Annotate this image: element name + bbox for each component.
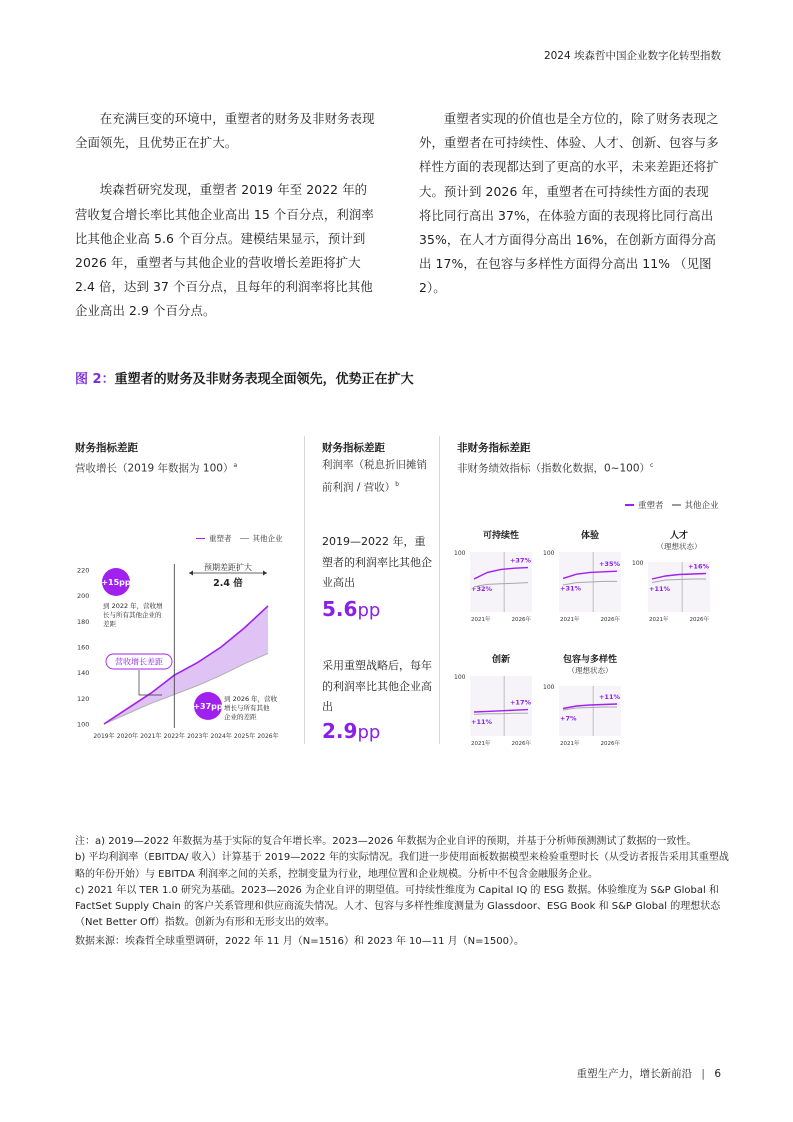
start-gap-label: +31% <box>560 584 582 593</box>
nonfinancial-legend <box>625 499 719 511</box>
y-tick-label: 100 <box>77 720 90 729</box>
mini-chart-title: 包容与多样性 <box>562 655 618 665</box>
note-line: 注：a) 2019—2022 年数据为基于实际的复合年增长率。2023—2026 年数据为企业自评的预期，并基于分析师预测测试了数据的一致性。 <box>75 836 697 847</box>
page-number: 6 <box>714 1068 721 1080</box>
mini-chart-y-max-label: 100 <box>454 550 466 557</box>
margin-historical-text: 2019—2022 年，重塑者的利润率比其他企业高出 <box>322 535 432 589</box>
note-line: c) 2021 年以 TER 1.0 研究为基础。2023—2026 为企业自评的期望值。可持续性维度为 Capital IQ 的 ESG 数据。体验维度为 S&P Global 和 FactSet Supply Chain 的客户关系管理和供应商流失情况。人才、包容与多样性维度测量为 Glassdoor、ESG Book 和 S&P Global 的理想状态（Net Better Off）指数。创新为有形和无形支出的效率。 <box>75 884 721 929</box>
margin-section-subtitle <box>322 456 434 498</box>
revenue-x-axis <box>93 732 278 740</box>
mini-chart <box>541 652 629 752</box>
x-tick-label: 2026年 <box>257 733 279 740</box>
gap-2022-note-line: 长与所有其他企业的 <box>103 611 162 619</box>
margin-forecast-unit: pp <box>357 722 381 743</box>
right-column <box>419 107 719 301</box>
x-tick-label: 2023年 <box>187 733 209 740</box>
revenue-growth-chart <box>72 560 287 748</box>
footer-separator: | <box>701 1068 705 1080</box>
footer-text: 重塑生产力，增长新前沿 <box>576 1068 693 1080</box>
revenue-gap-label: 营收增长差距 <box>115 657 163 667</box>
gap-2022-badge-text: +15pp <box>101 578 131 587</box>
x-tick-label: 2019年 <box>93 733 115 740</box>
footnote-marker: b <box>395 481 400 488</box>
mini-chart <box>452 652 540 752</box>
x-tick-label: 2022年 <box>163 733 185 740</box>
x-tick-label: 2026年 <box>511 741 531 747</box>
forecast-multiplier: 2.4 倍 <box>213 578 243 589</box>
y-tick-label: 180 <box>77 617 90 626</box>
figure-number: 图 2： <box>75 372 115 387</box>
end-gap-label: +11% <box>598 693 620 701</box>
figure-title <box>75 368 414 387</box>
mini-chart <box>630 528 718 628</box>
x-tick-label: 2021年 <box>471 741 491 747</box>
x-tick-label: 2026年 <box>600 617 620 623</box>
end-gap-label: +16% <box>687 562 709 571</box>
start-gap-label: +11% <box>471 718 493 726</box>
y-tick-label: 140 <box>77 669 90 678</box>
x-tick-label: 2020年 <box>116 733 139 740</box>
margin-historical-unit: pp <box>357 600 381 621</box>
y-tick-label: 220 <box>77 566 90 575</box>
nonfinancial-section-title: 非财务指标差距 <box>457 442 531 454</box>
gap-2026-note-line: 增长与所有其他 <box>224 704 270 712</box>
footnote-marker: a <box>233 462 238 469</box>
others-legend-label: 其他企业 <box>684 501 719 511</box>
x-tick-label: 2024年 <box>210 733 232 740</box>
others-legend-label: 其他企业 <box>252 534 283 543</box>
margin-forecast-text: 采用重塑战略后，每年的利润率比其他企业高出 <box>322 659 432 713</box>
x-tick-label: 2021年 <box>471 617 491 623</box>
margin-forecast-number: 2.9 <box>322 719 358 743</box>
x-tick-label: 2026年 <box>689 617 709 623</box>
x-tick-label: 2026年 <box>600 741 620 747</box>
end-gap-label: +35% <box>598 560 620 569</box>
mini-chart-y-max-label: 100 <box>632 560 644 567</box>
gap-2026-note-line: 企业的差距 <box>224 713 257 721</box>
gap-2026-note-line: 到 2026 年，营收 <box>224 695 278 703</box>
footnote-marker: c <box>650 462 654 469</box>
mini-chart <box>452 528 540 628</box>
data-source: 数据来源：埃森哲全球重塑调研，2022 年 11 月（N=1516）和 2023 年 10—11 月（N=1500）。 <box>75 936 524 947</box>
y-tick-label: 120 <box>77 694 90 703</box>
margin-historical-number: 5.6 <box>322 597 358 621</box>
mini-chart-title: 可持续性 <box>482 531 520 541</box>
reinventors-legend-label: 重塑者 <box>638 501 664 511</box>
mini-chart-y-max-label: 100 <box>543 684 555 691</box>
note-line: b) 平均利润率（EBITDA/ 收入）计算基于 2019—2022 年的实际情况。我们进一步使用面板数据模型来检验重塑时长（从受访者报告采用其重塑战略的年份开始）与 EBITDA 利润率之间的关系，控制变量为行业，地理位置和企业规模。分析中不包含金融服务企业。 <box>75 852 729 880</box>
mini-chart-title: 创新 <box>491 655 511 665</box>
x-tick-label: 2026年 <box>511 617 531 623</box>
others-legend-swatch <box>240 538 249 540</box>
x-tick-label: 2025年 <box>233 733 256 740</box>
end-gap-label: +37% <box>509 556 531 565</box>
paragraph: 埃森哲研究发现，重塑者 2019 年至 2022 年的营收复合增长率比其他企业高出 15 个百分点，利润率比其他企业高 5.6 个百分点。建模结果显示，预计到 2026 年，重塑者与其他企业的营收增长差距将扩大 2.4 倍，达到 37 个百分点，且每年的利润率将比其他企业高出 2.9 个百分点。 <box>75 182 374 319</box>
revenue-section-subtitle <box>75 456 237 479</box>
margin-historical-value <box>322 597 380 621</box>
nonfinancial-section-subtitle <box>457 456 653 479</box>
revenue-legend <box>196 533 283 544</box>
end-gap-label: +17% <box>509 698 531 707</box>
margin-section-title: 财务指标差距 <box>322 442 385 454</box>
mini-chart-title: 人才 <box>669 531 689 541</box>
revenue-section-title: 财务指标差距 <box>75 442 138 454</box>
margin-forecast-value <box>322 719 380 743</box>
nonfinancial-subtitle-text: 非财务绩效指标（指数化数据，0~100） <box>457 462 651 475</box>
mini-chart-subtitle: （理想状态） <box>656 542 702 551</box>
paragraph: 重塑者实现的价值也是全方位的，除了财务表现之外，重塑者在可持续性、体验、人才、创新、包容与多样性方面的表现都达到了更高的水平，未来差距还将扩大。预计到 2026 年，重塑者在可持续性方面的表现将比同行高出 37%，在体验方面的表现将比同行高出 35%，在人才方面得分高出 16%，在创新方面得分高出 17%，在包容与多样性方面得分高出 11% （见图 2）。 <box>419 111 719 296</box>
mini-chart-y-max-label: 100 <box>543 550 555 557</box>
start-gap-label: +7% <box>560 714 577 723</box>
others-legend-swatch <box>672 504 681 506</box>
start-gap-label: +11% <box>649 585 671 593</box>
mini-chart-title: 体验 <box>580 531 600 541</box>
gap-2026-badge-text: +37pp <box>193 702 223 711</box>
mini-chart <box>541 528 629 628</box>
figure-title-text: 重塑者的财务及非财务表现全面领先，优势正在扩大 <box>114 372 414 387</box>
x-tick-label: 2021年 <box>560 617 580 623</box>
x-tick-label: 2021年 <box>649 617 669 623</box>
x-tick-label: 2021年 <box>560 741 580 747</box>
mini-chart-y-max-label: 100 <box>454 674 466 681</box>
revenue-y-axis <box>77 567 89 729</box>
document-header-title: 2024 埃森哲中国企业数字化转型指数 <box>543 50 721 62</box>
reinventors-legend-label: 重塑者 <box>209 534 232 543</box>
revenue-subtitle-text: 营收增长（2019 年数据为 100） <box>75 462 234 475</box>
x-tick-label: 2021年 <box>140 733 162 740</box>
start-gap-label: +32% <box>471 585 493 593</box>
margin-subtitle-text: 利润率（税息折旧摊销前利润 / 营收） <box>322 459 427 494</box>
gap-2022-note-line: 到 2022 年，营收增 <box>103 602 163 610</box>
reinventors-legend-swatch <box>625 504 634 506</box>
y-tick-label: 200 <box>77 592 90 601</box>
figure-notes <box>75 834 735 932</box>
forecast-label: 预期差距扩大 <box>204 563 252 572</box>
reinventors-legend-swatch <box>196 538 205 540</box>
y-tick-label: 160 <box>77 643 90 652</box>
page-footer <box>577 1066 721 1081</box>
paragraph: 在充满巨变的环境中，重塑者的财务及非财务表现全面领先，且优势正在扩大。 <box>75 111 375 151</box>
section-divider <box>304 436 305 744</box>
gap-2022-note-line: 差距 <box>103 620 116 628</box>
section-divider <box>439 436 440 744</box>
mini-chart-subtitle: （理想状态） <box>567 666 613 675</box>
left-column <box>75 107 375 324</box>
